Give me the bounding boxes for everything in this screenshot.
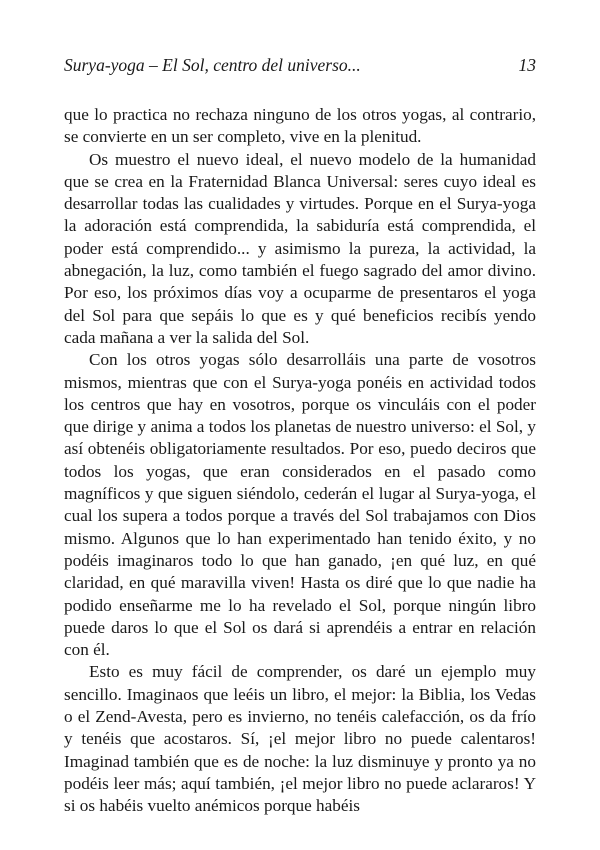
body-text	[64, 104, 536, 818]
page-number: 13	[518, 55, 536, 75]
running-title: Surya-yoga – El Sol, centro del universo...	[64, 55, 361, 75]
paragraph: que lo practica no rechaza ninguno de los otros yogas, al contrario, se convierte en un ser completo, vive en la plenitud.	[64, 105, 536, 147]
paragraph: Os muestro el nuevo ideal, el nuevo modelo de la humanidad que se crea en la Fraternidad Blanca Universal: seres cuyo ideal es desarrollar todas las cualidades y virtudes. Porque en el Surya-yoga la adoración está comprendida, la sabiduría está comprendida, el poder está comprendido... y asimismo la pureza, la actividad, la abnegación, la luz, como también el fuego sagrado del amor divino. Por eso, los próximos días voy a ocuparme de presentaros el yoga del Sol para que sepáis lo que es y qué beneficios recibís yendo cada mañana a ver la salida del Sol.	[64, 149, 536, 347]
running-header	[64, 54, 536, 76]
paragraph: Con los otros yogas sólo desarrolláis una parte de vosotros mismos, mientras que con el Surya-yoga ponéis en actividad todos los centros que hay en vosotros, porque os vinculáis con el poder que dirige y anima a todos los planetas de nuestro universo: el Sol, y así obtenéis obligatoriamente resultados. Por eso, puedo deciros que todos los yogas, que eran considerados en el pasado como magníficos y que siguen siéndolo, cederán el lugar al Surya-yoga, el cual los supera a todos porque a través del Sol trabajamos con Dios mismo. Algunos que lo han experimentado han tenido éxito, y no podéis imaginaros todo lo que han ganado, ¡en qué luz, en qué claridad, en qué maravilla viven! Hasta os diré que lo que nadie ha podido enseñarme me lo ha revelado el Sol, porque ningún libro puede daros lo que el Sol os dará si aprendéis a entrar en relación con él.	[64, 350, 536, 660]
paragraph: Esto es muy fácil de comprender, os daré un ejemplo muy sencillo. Imaginaos que leéis un libro, el mejor: la Biblia, los Vedas o el Zend-Avesta, pero es invierno, no tenéis calefacción, os da frío y tenéis que acostaros. Sí, ¡el mejor libro no puede calentaros! Imaginad también que es de noche: la luz disminuye y pronto ya no podéis leer más; aquí también, ¡el mejor libro no puede aclararos! Y si os habéis vuelto anémicos porque habéis	[64, 662, 536, 816]
